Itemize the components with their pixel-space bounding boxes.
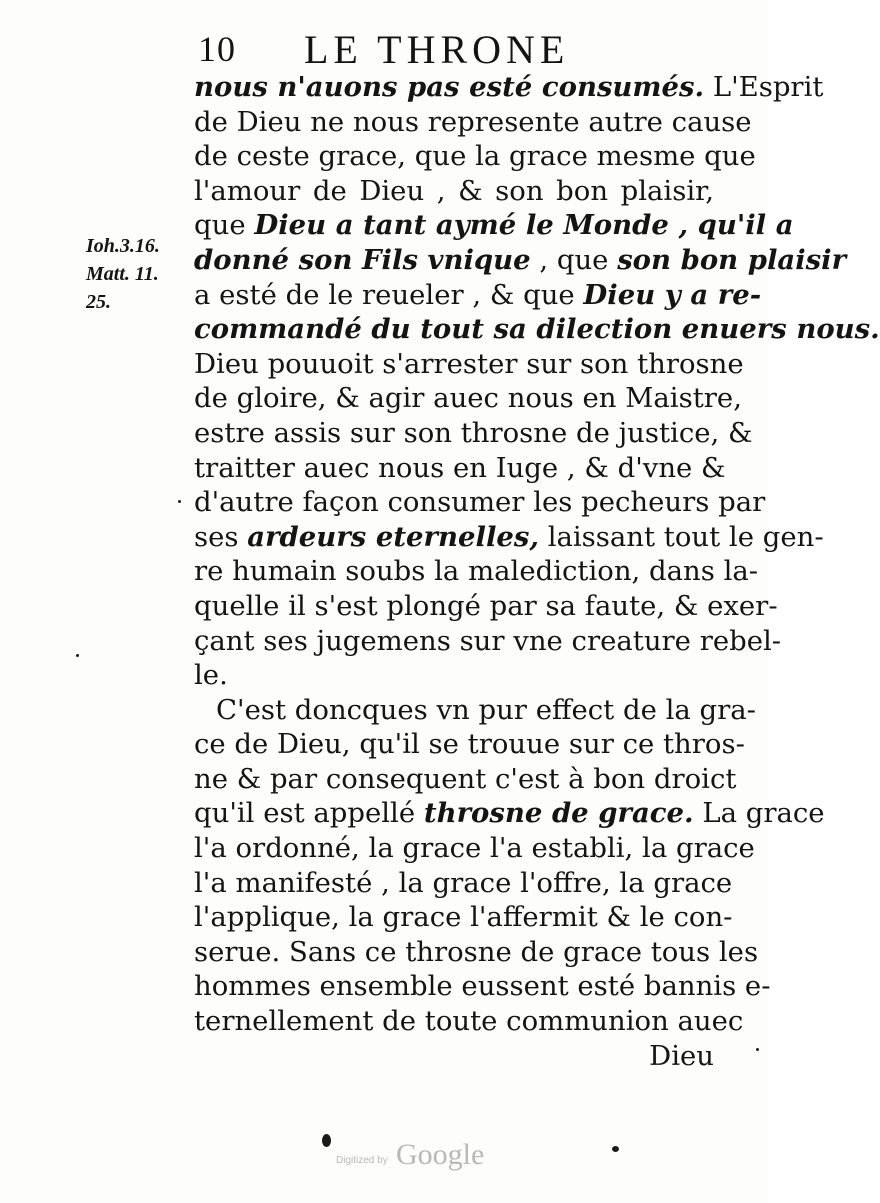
text-line [194,589,778,624]
text-line [194,278,762,313]
roman-text: le. [194,659,228,692]
roman-text: l'applique, la grace l'affermit & le con- [194,901,733,934]
italic-text: donné son Fils vnique [194,243,531,276]
text-line [194,693,756,728]
roman-text: ternellement de toute communion auec [194,1005,744,1038]
text-line [194,866,733,901]
text-line [194,485,766,520]
roman-text: ce de Dieu, qu'il se trouue sur ce thros- [194,728,745,761]
text-line [194,554,759,589]
text-line [194,658,714,693]
text-line [194,1004,744,1039]
body-text [194,70,880,1073]
scan-speck [76,654,79,657]
text-line [194,935,759,970]
italic-text: Dieu y a re- [583,278,762,311]
text-line [194,139,756,174]
roman-text: de ceste grace, que la grace mesme que [194,140,756,173]
text-line [194,520,824,555]
roman-text: ne & par consequent c'est à bon droict [194,762,737,795]
page-number: 10 [198,29,236,69]
marginal-notes [86,232,196,316]
roman-text: C'est doncques vn pur effect de la gra- [216,693,756,726]
roman-text: hommes ensemble eussent esté bannis e- [194,970,771,1003]
text-line [194,381,742,416]
text-line [194,624,782,659]
roman-text: estre assis sur son throsne de justice, & [194,416,753,449]
text-line [194,312,880,347]
text-line [194,727,745,762]
scan-speck [756,1048,759,1051]
roman-text: , que [530,243,618,276]
catchword: Dieu [649,1039,714,1072]
text-line [194,451,726,486]
digitized-by-google-watermark [334,1138,504,1174]
italic-text: Dieu a tant aymé le Monde , qu'il a [254,209,794,242]
roman-text: ses [194,520,248,553]
roman-text: a esté de le reueler , & que [194,278,584,311]
roman-text: L'Esprit [704,71,824,103]
text-line [194,70,824,105]
roman-text: qu'il est appellé [194,797,424,830]
marginal-note: Matt. 11. [86,263,159,285]
text-line [194,208,794,243]
roman-text: çant ses jugemens sur vne creature rebel- [194,624,782,657]
google-logo: Google [396,1138,485,1171]
digitized-by-label: Digitized by [336,1155,388,1166]
text-line [194,243,847,278]
text-line [194,762,737,797]
roman-text: l'amour de Dieu , & son bon plaisir, [194,174,714,207]
text-line [194,347,744,382]
scan-speck [322,1134,331,1147]
running-title: LE THRONE [304,27,570,72]
page-header [196,26,716,70]
roman-text: de Dieu ne nous represente autre cause [194,105,752,138]
italic-text: son bon plaisir [617,243,847,276]
roman-text: Dieu pouuoit s'arrester sur son throsne [194,347,744,380]
text-line [194,174,714,209]
roman-text: l'a ordonné, la grace l'a establi, la grace [194,832,755,865]
roman-text: l'a manifesté , la grace l'offre, la grace [194,866,733,899]
italic-text: commandé du tout sa dilection enuers nous. [194,313,880,346]
roman-text: quelle il s'est plongé par sa faute, & exer- [194,589,778,622]
marginal-note: 25. [86,291,111,313]
marginal-note: Ioh.3.16. [86,235,160,257]
roman-text: laissant tout le gen- [538,520,824,553]
roman-text: La grace [693,797,825,830]
roman-text: de gloire, & agir auec nous en Maistre, [194,382,742,415]
text-line [194,416,753,451]
text-line [194,105,752,140]
text-line [194,831,755,866]
scan-speck [178,500,181,503]
text-line [194,796,825,831]
text-line [194,900,733,935]
text-line [194,969,771,1004]
roman-text: que [194,209,255,242]
scan-speck [612,1146,619,1152]
italic-text: nous n'auons pas esté consumés. [194,71,705,103]
italic-text: ardeurs eternelles, [247,520,539,553]
italic-text: throsne de grace. [423,797,694,830]
roman-text: d'autre façon consumer les pecheurs par [194,486,766,519]
roman-text: re humain soubs la malediction, dans la- [194,555,759,588]
roman-text: serue. Sans ce throsne de grace tous les [194,935,759,968]
roman-text: traitter auec nous en Iuge , & d'vne & [194,451,726,484]
